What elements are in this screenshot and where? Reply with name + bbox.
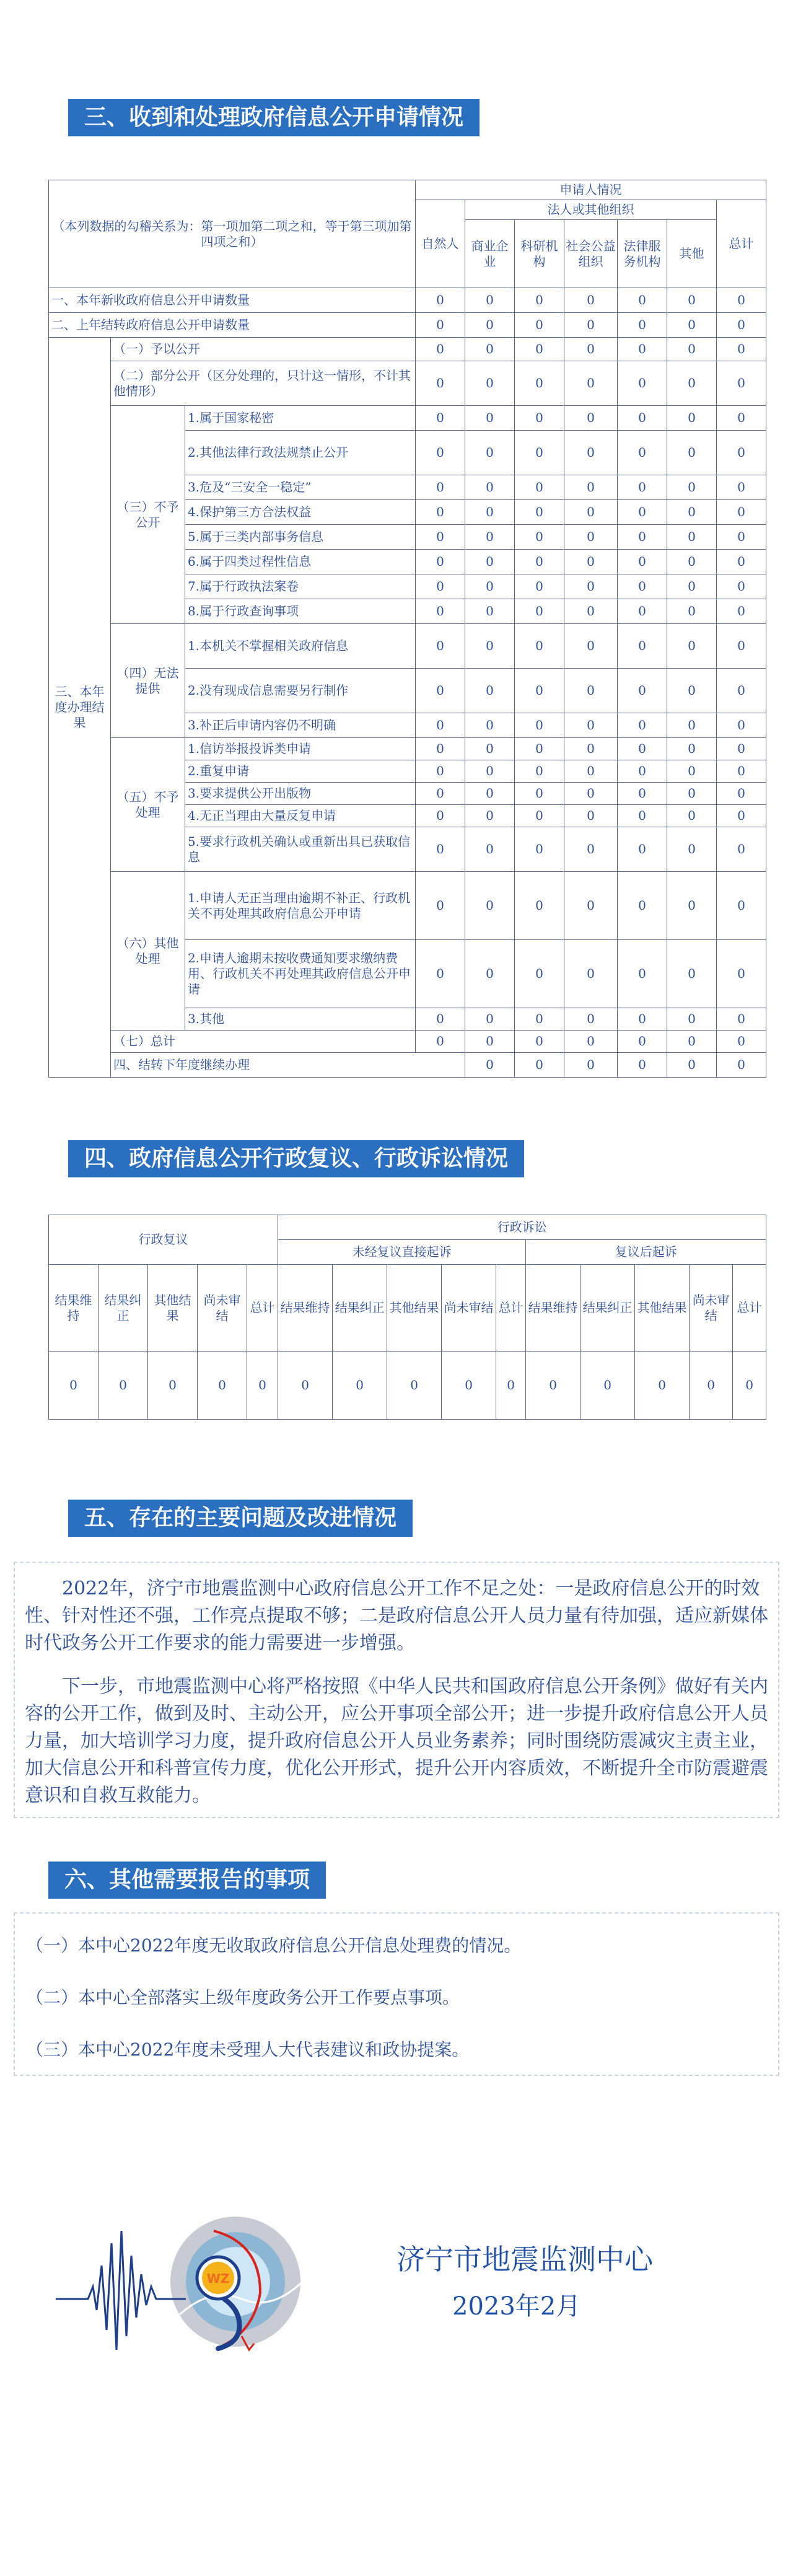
header-col: 结果维持: [526, 1265, 581, 1352]
problems-box: [14, 1562, 779, 1818]
value-cell: 0: [717, 940, 766, 1008]
value-cell: 0: [618, 361, 667, 406]
item-label: 7.属于行政执法案卷: [185, 574, 416, 599]
value-cell: 0: [667, 940, 717, 1008]
value-cell: 0: [717, 1031, 766, 1053]
subgroup-label: （三）不予公开: [111, 406, 185, 624]
value-cell: 0: [465, 406, 515, 431]
value-cell: 0: [667, 525, 717, 550]
value-cell: 0: [515, 1053, 564, 1078]
value-cell: 0: [667, 406, 717, 431]
header-col: 商业企业: [465, 220, 515, 288]
svg-text:WZ: WZ: [206, 2271, 230, 2286]
value-cell: 0: [717, 738, 766, 760]
header-col: 结果纠正: [99, 1265, 148, 1352]
value-cell: 0: [564, 738, 618, 760]
value-cell: 0: [717, 525, 766, 550]
value-cell: 0: [465, 599, 515, 624]
value-cell: 0: [635, 1352, 690, 1420]
header-col: 自然人: [416, 200, 465, 288]
section3-title: 三、收到和处理政府信息公开申请情况: [68, 99, 480, 136]
value-cell: 0: [515, 827, 564, 872]
table-row: [49, 1031, 766, 1053]
item-label: 3.要求提供公开出版物: [185, 783, 416, 805]
seismic-logo: [56, 2206, 328, 2367]
value-cell: 0: [465, 1008, 515, 1031]
value-cell: 0: [618, 669, 667, 713]
value-cell: 0: [526, 1352, 581, 1420]
value-cell: 0: [564, 669, 618, 713]
application-table: [48, 180, 766, 1078]
value-cell: 0: [667, 1008, 717, 1031]
value-cell: 0: [618, 1031, 667, 1053]
value-cell: 0: [333, 1352, 387, 1420]
other-matter-item: （一）本中心2022年度无收取政府信息公开信息处理费的情况。: [26, 1935, 522, 1956]
value-cell: 0: [465, 713, 515, 738]
value-cell: 0: [667, 431, 717, 475]
value-cell: 0: [387, 1352, 442, 1420]
item-label: 1.申请人无正当理由逾期不补正、行政机关不再处理其政府信息公开申请: [185, 872, 416, 940]
value-cell: 0: [49, 1352, 99, 1420]
value-cell: 0: [667, 475, 717, 500]
value-cell: 0: [564, 475, 618, 500]
item-label: 1.属于国家秘密: [185, 406, 416, 431]
table-row: [49, 1215, 766, 1240]
value-cell: 0: [465, 827, 515, 872]
value-cell: 0: [99, 1352, 148, 1420]
value-cell: 0: [416, 1008, 465, 1031]
value-cell: 0: [667, 1053, 717, 1078]
value-cell: 0: [442, 1352, 496, 1420]
problems-paragraph: 2022年，济宁市地震监测中心政府信息公开工作不足之处：一是政府信息公开的时效性、针对性还不强，工作亮点提取不够；二是政府信息公开人员力量有待加强，适应新媒体时代政务公开工作要求的能力需要进一步增强。: [25, 1578, 768, 1654]
value-cell: 0: [667, 827, 717, 872]
value-cell: 0: [416, 525, 465, 550]
section5-title: 五、存在的主要问题及改进情况: [68, 1500, 413, 1537]
value-cell: 0: [416, 599, 465, 624]
value-cell: 0: [717, 406, 766, 431]
value-cell: 0: [667, 1031, 717, 1053]
value-cell: 0: [564, 713, 618, 738]
item-label: 4.无正当理由大量反复申请: [185, 805, 416, 827]
item-label: 2.没有现成信息需要另行制作: [185, 669, 416, 713]
value-cell: 0: [465, 1031, 515, 1053]
other-matters-box: [14, 1912, 779, 2076]
header-col: 结果纠正: [333, 1265, 387, 1352]
item-label: 8.属于行政查询事项: [185, 599, 416, 624]
value-cell: 0: [465, 624, 515, 669]
value-cell: 0: [717, 475, 766, 500]
item-label: 4.保护第三方合法权益: [185, 500, 416, 525]
value-cell: 0: [618, 431, 667, 475]
value-cell: 0: [564, 1031, 618, 1053]
value-cell: 0: [515, 940, 564, 1008]
table-row: [49, 180, 766, 200]
row-label: （二）部分公开（区分处理的，只计这一情形，不计其他情形）: [111, 361, 416, 406]
value-cell: 0: [465, 669, 515, 713]
value-cell: 0: [465, 431, 515, 475]
value-cell: 0: [618, 313, 667, 338]
value-cell: 0: [515, 431, 564, 475]
table-row: [49, 738, 766, 760]
header-col: 总计: [717, 200, 766, 288]
value-cell: 0: [515, 574, 564, 599]
value-cell: 0: [717, 760, 766, 783]
value-cell: 0: [618, 1053, 667, 1078]
header-col: 其他: [667, 220, 717, 288]
header-col: 科研机构: [515, 220, 564, 288]
value-cell: 0: [564, 406, 618, 431]
value-cell: 0: [416, 827, 465, 872]
value-cell: 0: [465, 805, 515, 827]
header-col: 社会公益组织: [564, 220, 618, 288]
value-cell: 0: [465, 574, 515, 599]
header-direct: 未经复议直接起诉: [278, 1240, 526, 1265]
value-cell: 0: [618, 760, 667, 783]
item-label: 2.重复申请: [185, 760, 416, 783]
row-label: （七）总计: [111, 1031, 416, 1053]
value-cell: 0: [496, 1352, 526, 1420]
value-cell: 0: [465, 361, 515, 406]
header-col: 结果维持: [278, 1265, 333, 1352]
value-cell: 0: [564, 805, 618, 827]
header-litigation: 行政诉讼: [278, 1215, 766, 1240]
item-label: 6.属于四类过程性信息: [185, 550, 416, 574]
value-cell: 0: [618, 827, 667, 872]
value-cell: 0: [416, 338, 465, 361]
value-cell: 0: [416, 313, 465, 338]
group-label: 三、本年度办理结果: [49, 338, 111, 1078]
value-cell: 0: [515, 1031, 564, 1053]
value-cell: 0: [416, 805, 465, 827]
value-cell: 0: [515, 338, 564, 361]
value-cell: 0: [564, 361, 618, 406]
table-row: [49, 1352, 766, 1420]
value-cell: 0: [465, 783, 515, 805]
value-cell: 0: [416, 475, 465, 500]
value-cell: 0: [416, 288, 465, 313]
item-label: 2.其他法律行政法规禁止公开: [185, 431, 416, 475]
value-cell: 0: [667, 624, 717, 669]
header-col: 其他结果: [387, 1265, 442, 1352]
value-cell: 0: [515, 738, 564, 760]
subgroup-label: （六）其他处理: [111, 872, 185, 1031]
value-cell: 0: [717, 872, 766, 940]
value-cell: 0: [515, 525, 564, 550]
value-cell: 0: [564, 1008, 618, 1031]
value-cell: 0: [515, 599, 564, 624]
table-row: [49, 338, 766, 361]
value-cell: 0: [618, 1008, 667, 1031]
value-cell: 0: [465, 525, 515, 550]
value-cell: 0: [465, 313, 515, 338]
value-cell: 0: [667, 500, 717, 525]
value-cell: 0: [717, 805, 766, 827]
value-cell: 0: [148, 1352, 198, 1420]
header-col: 尚未审结: [198, 1265, 247, 1352]
value-cell: 0: [618, 288, 667, 313]
row-label: （一）予以公开: [111, 338, 416, 361]
header-col: 其他结果: [635, 1265, 690, 1352]
review-litigation-table: [48, 1215, 766, 1420]
other-matter-item: （二）本中心全部落实上级年度政务公开工作要点事项。: [26, 1987, 460, 2008]
table-row: [49, 872, 766, 940]
value-cell: 0: [416, 872, 465, 940]
improvement-paragraph: 下一步，市地震监测中心将严格按照《中华人民共和国政府信息公开条例》做好有关内容的公开工作，做到及时、主动公开，应公开事项全部公开；进一步提升政府信息公开人员力量，加大培训学习力度，提升政府信息公开人员业务素养；同时围绕防震减灾主责主业，加大信息公开和科普宣传力度，优化公开形式，提升公开内容质效，不断提升全市防震避震意识和自救互救能力。: [25, 1676, 768, 1806]
table-row: [49, 624, 766, 669]
value-cell: 0: [416, 500, 465, 525]
value-cell: 0: [564, 872, 618, 940]
value-cell: 0: [515, 313, 564, 338]
table-row: [49, 406, 766, 431]
value-cell: 0: [717, 574, 766, 599]
value-cell: 0: [667, 599, 717, 624]
value-cell: 0: [667, 338, 717, 361]
subgroup-label: （五）不予处理: [111, 738, 185, 872]
value-cell: 0: [667, 550, 717, 574]
value-cell: 0: [564, 827, 618, 872]
value-cell: 0: [247, 1352, 278, 1420]
value-cell: 0: [717, 313, 766, 338]
value-cell: 0: [717, 550, 766, 574]
value-cell: 0: [515, 624, 564, 669]
value-cell: 0: [667, 783, 717, 805]
value-cell: 0: [515, 760, 564, 783]
value-cell: 0: [690, 1352, 733, 1420]
value-cell: 0: [717, 1008, 766, 1031]
value-cell: 0: [465, 475, 515, 500]
value-cell: 0: [618, 805, 667, 827]
item-label: 5.属于三类内部事务信息: [185, 525, 416, 550]
header-col: 法律服务机构: [618, 220, 667, 288]
header-col: 总计: [247, 1265, 278, 1352]
value-cell: 0: [416, 760, 465, 783]
value-cell: 0: [717, 624, 766, 669]
seismograph-globe-icon: [56, 2206, 328, 2367]
header-col: 总计: [733, 1265, 766, 1352]
value-cell: 0: [717, 827, 766, 872]
value-cell: 0: [618, 550, 667, 574]
value-cell: 0: [465, 500, 515, 525]
footer-date: 2023年2月: [452, 2292, 581, 2321]
item-label: 3.其他: [185, 1008, 416, 1031]
value-cell: 0: [515, 872, 564, 940]
header-col: 结果纠正: [581, 1265, 635, 1352]
value-cell: 0: [465, 550, 515, 574]
value-cell: 0: [618, 338, 667, 361]
value-cell: 0: [667, 713, 717, 738]
value-cell: 0: [618, 475, 667, 500]
value-cell: 0: [416, 361, 465, 406]
value-cell: 0: [618, 406, 667, 431]
value-cell: 0: [717, 500, 766, 525]
item-label: 5.要求行政机关确认或重新出具已获取信息: [185, 827, 416, 872]
value-cell: 0: [618, 574, 667, 599]
value-cell: 0: [733, 1352, 766, 1420]
value-cell: 0: [717, 361, 766, 406]
header-col: 尚未审结: [442, 1265, 496, 1352]
value-cell: 0: [465, 872, 515, 940]
value-cell: 0: [465, 940, 515, 1008]
value-cell: 0: [465, 738, 515, 760]
row-label: 四、结转下年度继续办理: [111, 1053, 465, 1078]
table-note: （本列数据的勾稽关系为：第一项加第二项之和，等于第三项加第四项之和）: [49, 180, 416, 288]
value-cell: 0: [618, 872, 667, 940]
value-cell: 0: [515, 361, 564, 406]
header-col: 结果维持: [49, 1265, 99, 1352]
value-cell: 0: [515, 500, 564, 525]
value-cell: 0: [667, 313, 717, 338]
value-cell: 0: [564, 288, 618, 313]
value-cell: 0: [581, 1352, 635, 1420]
value-cell: 0: [416, 738, 465, 760]
value-cell: 0: [618, 525, 667, 550]
header-legal: 法人或其他组织: [465, 200, 717, 220]
value-cell: 0: [515, 475, 564, 500]
value-cell: 0: [667, 669, 717, 713]
value-cell: 0: [667, 872, 717, 940]
item-label: 3.危及“三安全一稳定”: [185, 475, 416, 500]
value-cell: 0: [618, 624, 667, 669]
value-cell: 0: [564, 431, 618, 475]
value-cell: 0: [667, 361, 717, 406]
value-cell: 0: [416, 431, 465, 475]
value-cell: 0: [564, 760, 618, 783]
value-cell: 0: [515, 406, 564, 431]
value-cell: 0: [416, 783, 465, 805]
value-cell: 0: [515, 288, 564, 313]
value-cell: 0: [667, 288, 717, 313]
value-cell: 0: [564, 500, 618, 525]
value-cell: 0: [717, 599, 766, 624]
value-cell: 0: [667, 738, 717, 760]
section6-title: 六、其他需要报告的事项: [48, 1862, 326, 1899]
value-cell: 0: [618, 599, 667, 624]
value-cell: 0: [564, 940, 618, 1008]
value-cell: 0: [416, 669, 465, 713]
subgroup-label: （四）无法提供: [111, 624, 185, 738]
value-cell: 0: [278, 1352, 333, 1420]
value-cell: 0: [416, 406, 465, 431]
value-cell: 0: [717, 1053, 766, 1078]
table-row: [49, 1053, 766, 1078]
value-cell: 0: [416, 574, 465, 599]
value-cell: 0: [564, 550, 618, 574]
header-col: 总计: [496, 1265, 526, 1352]
value-cell: 0: [515, 783, 564, 805]
value-cell: 0: [465, 288, 515, 313]
value-cell: 0: [564, 1053, 618, 1078]
value-cell: 0: [667, 805, 717, 827]
header-after: 复议后起诉: [526, 1240, 766, 1265]
value-cell: 0: [717, 713, 766, 738]
value-cell: 0: [618, 713, 667, 738]
item-label: 1.信访举报投诉类申请: [185, 738, 416, 760]
value-cell: 0: [564, 338, 618, 361]
other-matter-item: （三）本中心2022年度未受理人大代表建议和政协提案。: [26, 2039, 470, 2060]
value-cell: 0: [717, 338, 766, 361]
item-label: 2.申请人逾期未按收费通知要求缴纳费用、行政机关不再处理其政府信息公开申请: [185, 940, 416, 1008]
value-cell: 0: [564, 624, 618, 669]
value-cell: 0: [564, 599, 618, 624]
value-cell: 0: [416, 624, 465, 669]
value-cell: 0: [416, 550, 465, 574]
table-row: [49, 1265, 766, 1352]
value-cell: 0: [564, 525, 618, 550]
table-row: [49, 361, 766, 406]
value-cell: 0: [465, 338, 515, 361]
value-cell: 0: [465, 1053, 515, 1078]
table-row: [49, 313, 766, 338]
item-label: 3.补正后申请内容仍不明确: [185, 713, 416, 738]
value-cell: 0: [416, 940, 465, 1008]
value-cell: 0: [515, 1008, 564, 1031]
value-cell: 0: [198, 1352, 247, 1420]
value-cell: 0: [515, 713, 564, 738]
value-cell: 0: [564, 574, 618, 599]
value-cell: 0: [416, 1031, 465, 1053]
footer-org: 济宁市地震监测中心: [396, 2243, 653, 2276]
value-cell: 0: [618, 738, 667, 760]
header-review: 行政复议: [49, 1215, 278, 1265]
value-cell: 0: [717, 783, 766, 805]
value-cell: 0: [618, 783, 667, 805]
value-cell: 0: [717, 431, 766, 475]
value-cell: 0: [717, 669, 766, 713]
value-cell: 0: [465, 760, 515, 783]
value-cell: 0: [618, 500, 667, 525]
value-cell: 0: [515, 669, 564, 713]
value-cell: 0: [667, 760, 717, 783]
value-cell: 0: [717, 288, 766, 313]
header-col: 尚未审结: [690, 1265, 733, 1352]
table-row: [49, 288, 766, 313]
value-cell: 0: [416, 713, 465, 738]
value-cell: 0: [667, 574, 717, 599]
row-label: 二、上年结转政府信息公开申请数量: [49, 313, 416, 338]
item-label: 1.本机关不掌握相关政府信息: [185, 624, 416, 669]
value-cell: 0: [564, 783, 618, 805]
value-cell: 0: [515, 805, 564, 827]
value-cell: 0: [564, 313, 618, 338]
value-cell: 0: [618, 940, 667, 1008]
value-cell: 0: [515, 550, 564, 574]
section4-title: 四、政府信息公开行政复议、行政诉讼情况: [68, 1140, 524, 1177]
row-label: 一、本年新收政府信息公开申请数量: [49, 288, 416, 313]
header-applicant: 申请人情况: [416, 180, 766, 200]
header-col: 其他结果: [148, 1265, 198, 1352]
